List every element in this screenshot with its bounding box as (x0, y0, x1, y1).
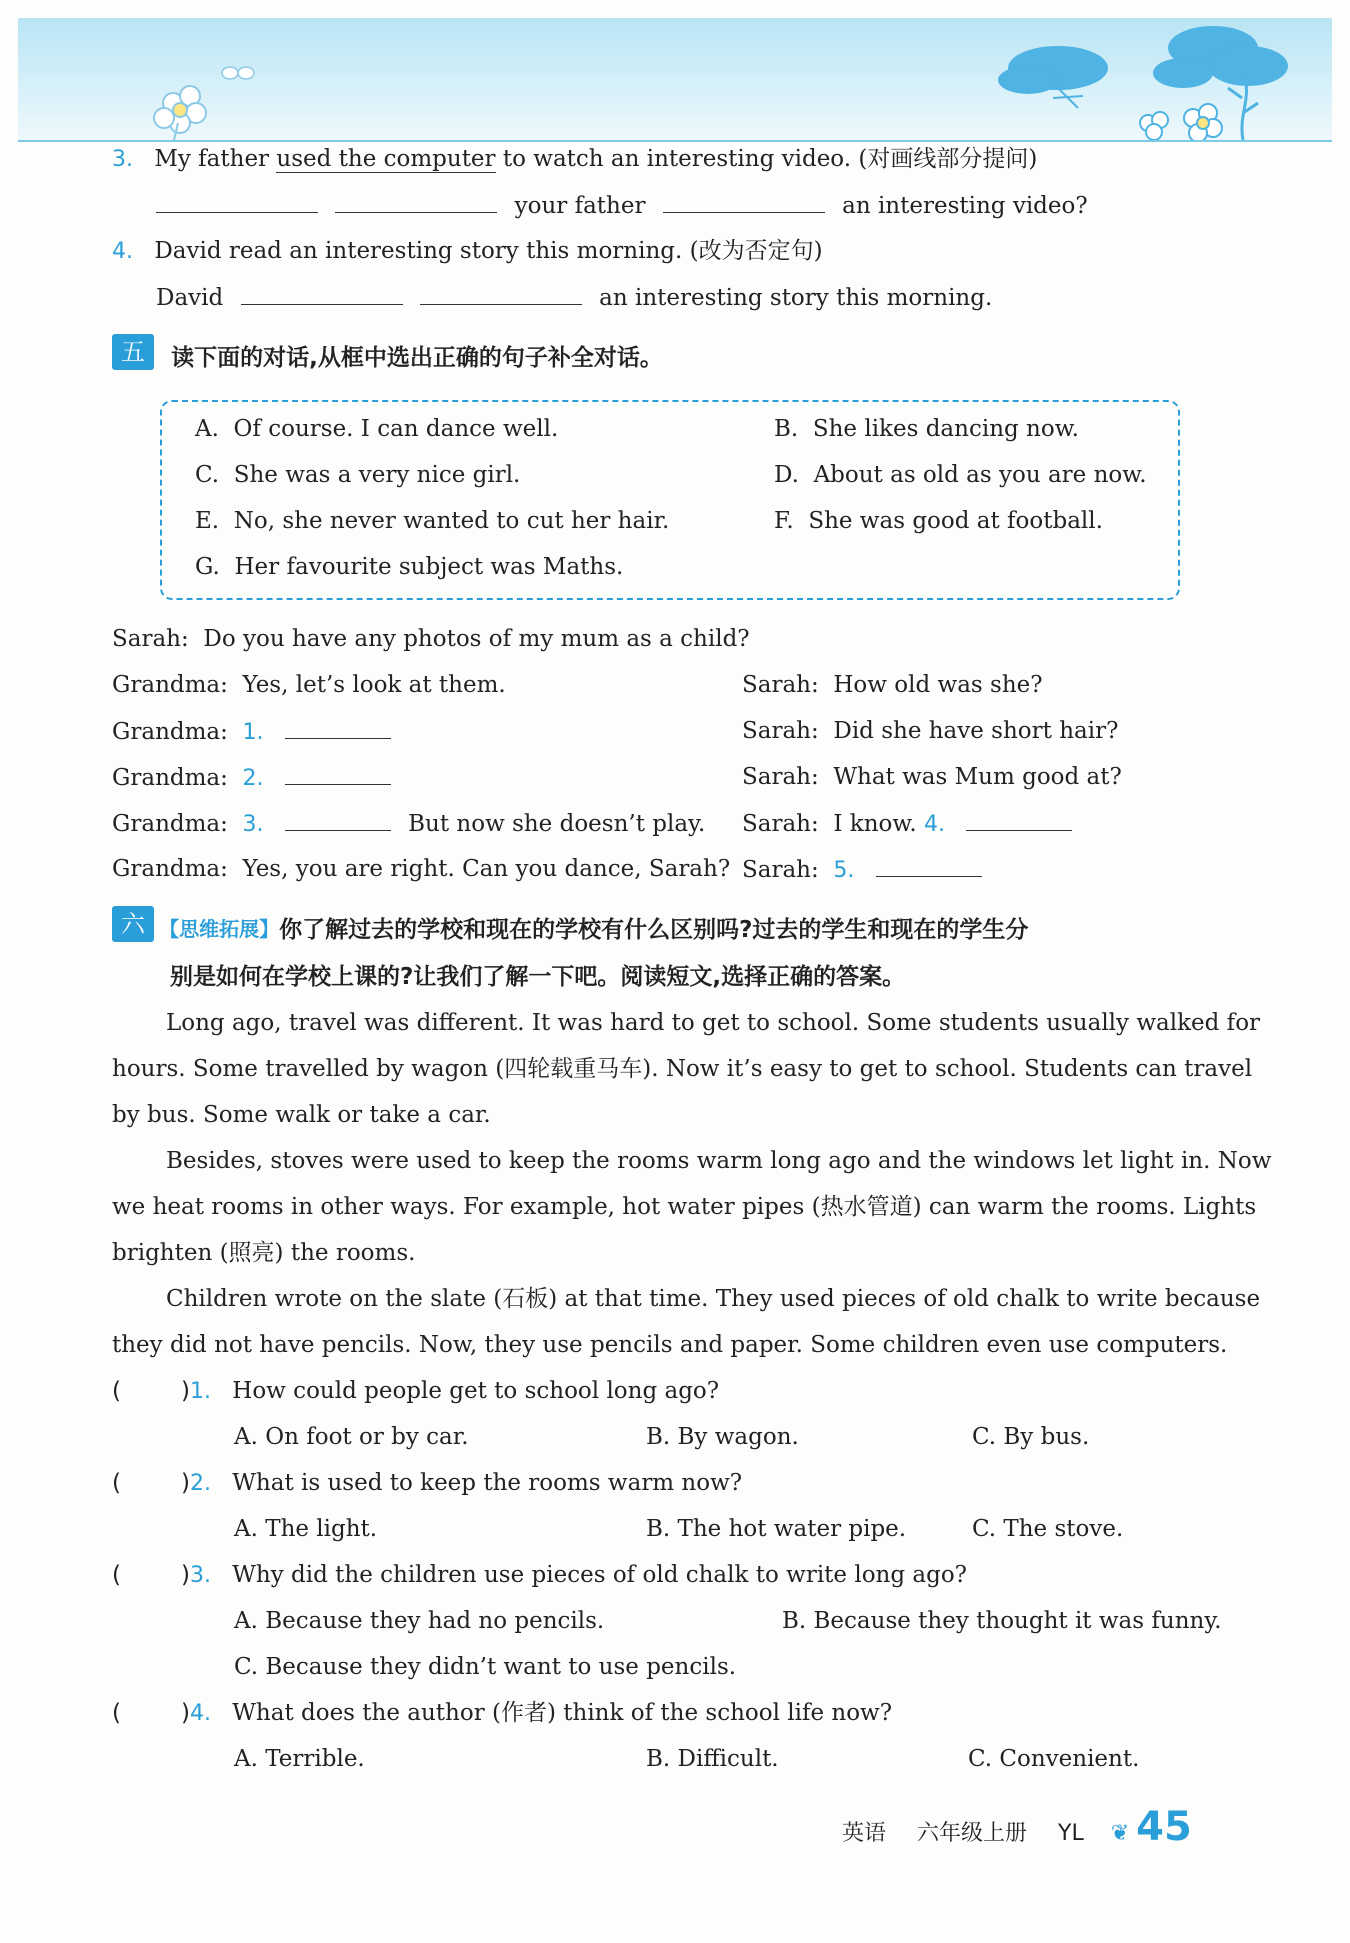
dialogue-line: Grandma: 3. But now she doesn’t play. (112, 808, 705, 840)
answer-blank[interactable] (241, 282, 403, 305)
passage-line: Besides, stoves were used to keep the rooms warm long ago and the windows let light in. Now (166, 1148, 1272, 1174)
footer-grade: 六年级上册 (917, 1821, 1028, 1846)
choice-b[interactable]: B. Because they thought it was funny. (782, 1608, 1222, 1634)
leaf-icon: ❦ (1110, 1821, 1130, 1846)
dialogue-line: Grandma: Yes, you are right. Can you dance, Sarah? (112, 856, 731, 882)
choice-b[interactable]: B. By wagon. (646, 1424, 799, 1450)
passage-line: they did not have pencils. Now, they use pencils and paper. Some children even use computers. (112, 1332, 1228, 1358)
dialogue-line: Grandma: Yes, let’s look at them. (112, 672, 506, 698)
banner-decoration (18, 18, 1332, 140)
passage-line: by bus. Some walk or take a car. (112, 1102, 491, 1128)
section-title: 你了解过去的学校和现在的学校有什么区别吗?过去的学生和现在的学生分 (279, 917, 1029, 943)
section-tag: 【思维拓展】 (159, 917, 280, 941)
option-e: E. No, she never wanted to cut her hair. (195, 508, 670, 534)
option-d: D. About as old as you are now. (774, 462, 1147, 488)
section-badge: 六 (112, 906, 154, 942)
question-item: ( )2. What is used to keep the rooms warm now? (112, 1470, 743, 1496)
question-text: David read an interesting story this morning. (改为否定句) (154, 238, 823, 264)
dialogue-line: Sarah: 5. (742, 854, 982, 886)
choice-c[interactable]: C. By bus. (972, 1424, 1090, 1450)
answer-blank[interactable] (285, 808, 391, 831)
passage-line: we heat rooms in other ways. For example, hot water pipes (热水管道) can warm the rooms. Lights (112, 1194, 1257, 1220)
header-banner (18, 18, 1332, 142)
footer (842, 1804, 1192, 1850)
question-text-end: to watch an interesting video. (对画线部分提问) (495, 146, 1038, 172)
option-b: B. She likes dancing now. (774, 416, 1079, 442)
dialogue-line: Sarah: Did she have short hair? (742, 718, 1119, 744)
question-text: My father (154, 146, 277, 172)
option-g: G. Her favourite subject was Maths. (195, 554, 624, 580)
question-item: ( )4. What does the author (作者) think of the school life now? (112, 1700, 893, 1726)
question-number: 4. (112, 239, 133, 264)
question-4-answer-line (156, 282, 992, 313)
butterfly-icon (222, 67, 254, 79)
question-3 (112, 144, 1037, 175)
section-title-line2: 别是如何在学校上课的?让我们了解一下吧。阅读短文,选择正确的答案。 (170, 964, 906, 990)
answer-blank[interactable] (335, 190, 497, 213)
answer-blank[interactable] (966, 808, 1072, 831)
question-4 (112, 236, 823, 267)
flower-icon (1140, 104, 1222, 140)
answer-blank[interactable] (876, 854, 982, 877)
page-number: 45 (1136, 1804, 1192, 1850)
dragonfly-icon (1053, 88, 1083, 108)
dialogue-line: Sarah: Do you have any photos of my mum as a child? (112, 626, 750, 652)
underlined-phrase: used the computer (276, 146, 496, 172)
sentence-part: an interesting video? (842, 193, 1088, 219)
question-3-answer-line (156, 190, 1088, 221)
section-6-heading (112, 906, 1028, 944)
choice-a[interactable]: A. Because they had no pencils. (234, 1608, 605, 1634)
passage-line: Children wrote on the slate (石板) at that time. They used pieces of old chalk to write because (166, 1286, 1261, 1312)
answer-blank[interactable] (156, 190, 318, 213)
passage-line: Long ago, travel was different. It was hard to get to school. Some students usually walked for (166, 1010, 1261, 1036)
choice-a[interactable]: A. On foot or by car. (234, 1424, 469, 1450)
choice-c[interactable]: C. Convenient. (968, 1746, 1140, 1772)
flower-icon (154, 86, 206, 140)
passage-line: brighten (照亮) the rooms. (112, 1240, 416, 1266)
question-number: 3. (112, 147, 133, 172)
dialogue-line: Sarah: What was Mum good at? (742, 764, 1122, 790)
section-badge: 五 (112, 334, 154, 370)
question-item: ( )3. Why did the children use pieces of old chalk to write long ago? (112, 1562, 968, 1588)
footer-code: YL (1058, 1821, 1084, 1846)
dialogue-line: Sarah: I know. 4. (742, 808, 1072, 840)
choice-a[interactable]: A. The light. (234, 1516, 378, 1542)
option-f: F. She was good at football. (774, 508, 1103, 534)
answer-blank[interactable] (285, 716, 391, 739)
dialogue-line: Grandma: 1. (112, 716, 391, 748)
option-a: A. Of course. I can dance well. (195, 416, 559, 442)
sentence-part: David (156, 285, 224, 311)
choice-c[interactable]: C. Because they didn’t want to use pencils. (234, 1654, 737, 1680)
choice-c[interactable]: C. The stove. (972, 1516, 1124, 1542)
sentence-part: your father (514, 193, 646, 219)
choice-b[interactable]: B. The hot water pipe. (646, 1516, 907, 1542)
answer-blank[interactable] (420, 282, 582, 305)
answer-blank[interactable] (285, 762, 391, 785)
section-title: 读下面的对话,从框中选出正确的句子补全对话。 (171, 345, 663, 371)
answer-blank[interactable] (663, 190, 825, 213)
question-item: ( )1. How could people get to school long ago? (112, 1378, 720, 1404)
choice-b[interactable]: B. Difficult. (646, 1746, 779, 1772)
footer-subject: 英语 (842, 1821, 887, 1846)
section-5-heading (112, 334, 663, 372)
passage-line: hours. Some travelled by wagon (四轮载重马车). Now it’s easy to get to school. Students can travel (112, 1056, 1253, 1082)
dialogue-line: Grandma: 2. (112, 762, 391, 794)
choice-a[interactable]: A. Terrible. (234, 1746, 365, 1772)
dialogue-line: Sarah: How old was she? (742, 672, 1043, 698)
option-c: C. She was a very nice girl. (195, 462, 521, 488)
sentence-part: an interesting story this morning. (599, 285, 993, 311)
